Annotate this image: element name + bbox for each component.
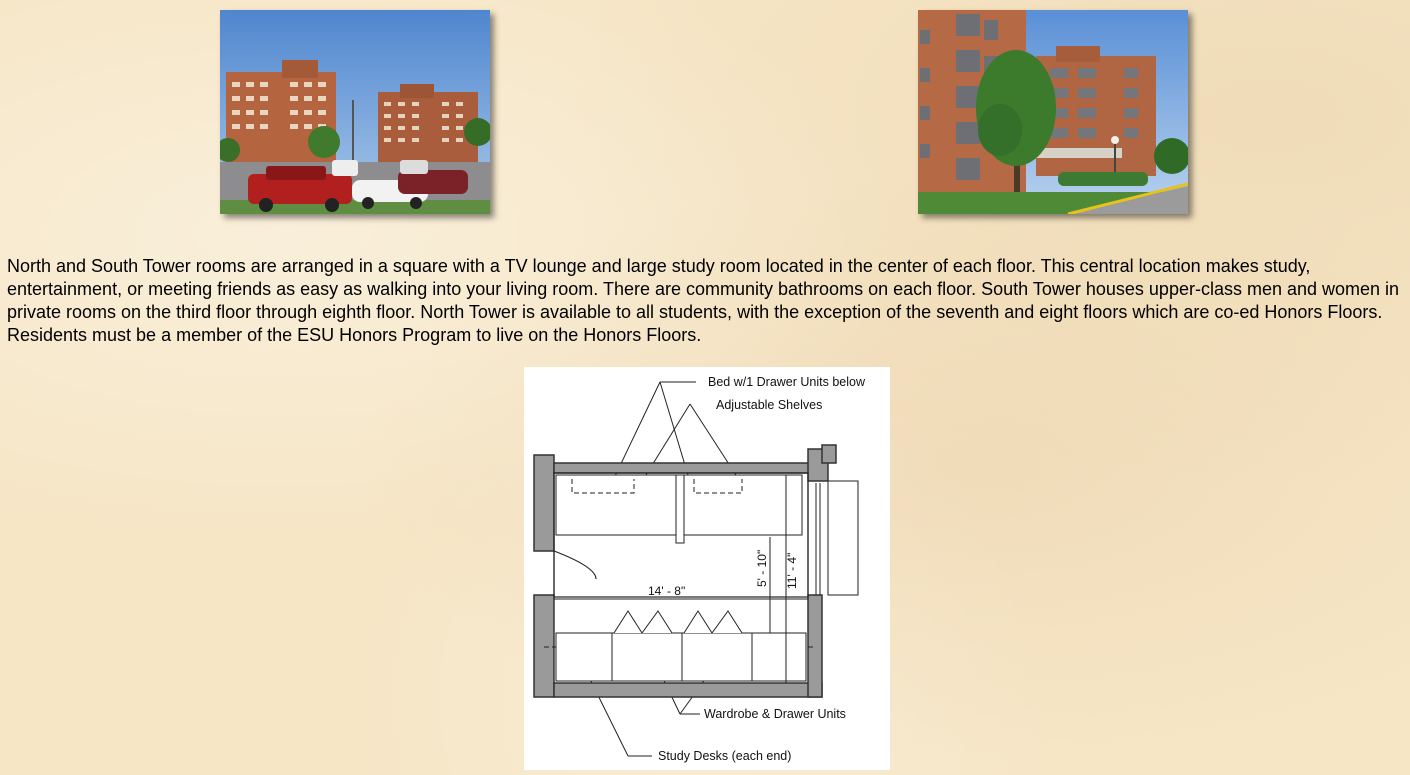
- shelves-label: Adjustable Shelves: [716, 398, 823, 412]
- wardrobe-label: Wardrobe & Drawer Units: [704, 707, 846, 721]
- room-floor-plan: [524, 367, 890, 770]
- bed-label: Bed w/1 Drawer Units below: [708, 375, 866, 389]
- desks-label: Study Desks (each end): [658, 749, 792, 763]
- towers-photo-right: [918, 10, 1188, 214]
- outer-width-dimension: 11' - 4": [785, 552, 799, 589]
- length-dimension: 14' - 8": [648, 584, 686, 598]
- towers-photo-left: [220, 10, 490, 214]
- inner-width-dimension: 5' - 10": [755, 549, 769, 587]
- residence-description: North and South Tower rooms are arranged in a square with a TV lounge and large study room located in the center of each floor. This central location makes study, entertainment, or meeting friends as easy as walking into your living room. There are community bathrooms on each floor. South Tower houses upper-class men and women in private rooms on the third floor through eighth floor. North Tower is available to all students, with the exception of the seventh and eight floors which are co-ed Honors Floors. Residents must be a member of the ESU Honors Program to live on the Honors Floors.: [7, 256, 1400, 345]
